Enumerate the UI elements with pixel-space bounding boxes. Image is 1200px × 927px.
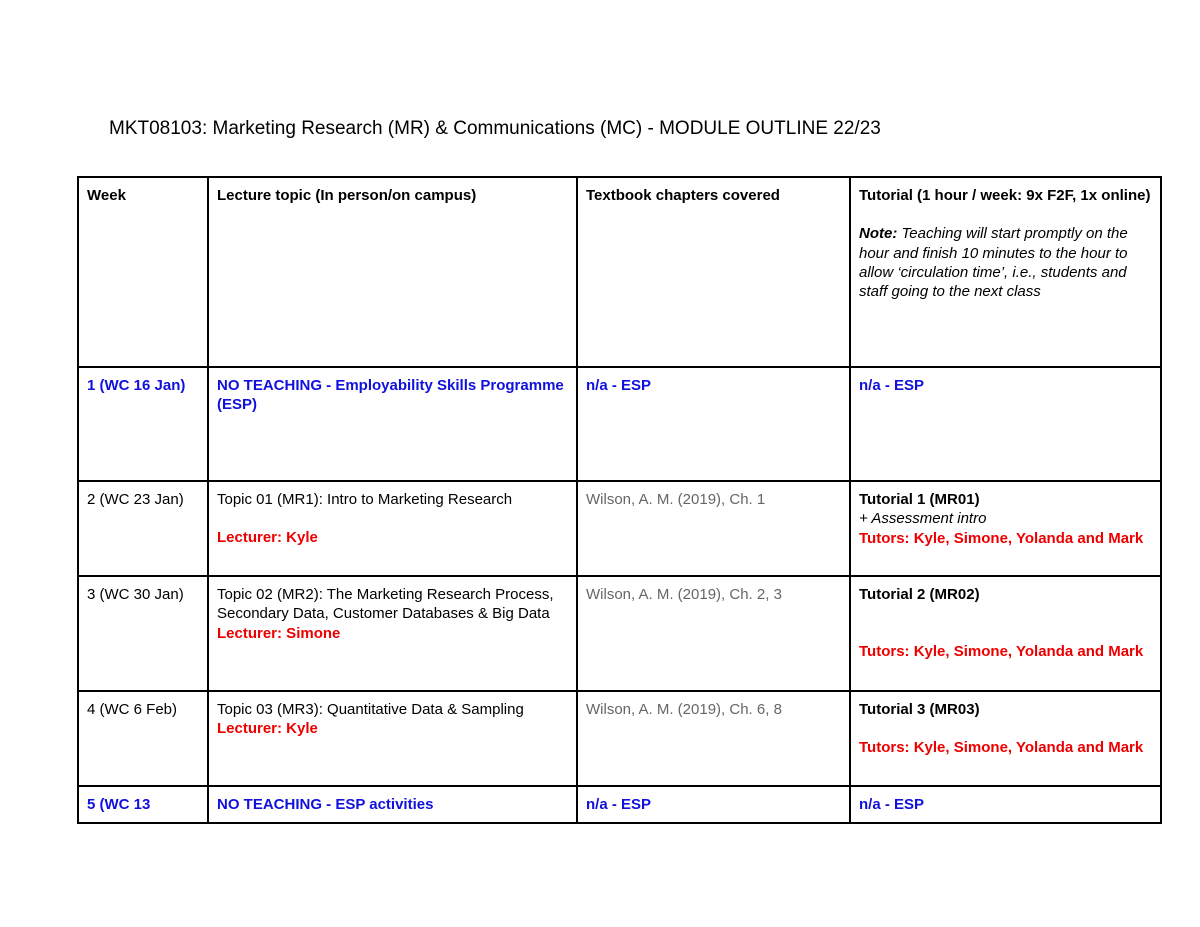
header-textbook-chapters: Textbook chapters covered — [577, 177, 850, 367]
header-tutorial-label: Tutorial (1 hour / week: 9x F2F, 1x online) — [859, 187, 1151, 204]
lecture-cell: NO TEACHING - Employability Skills Programme (ESP) — [208, 367, 577, 481]
tutors-list: Tutors: Kyle, Simone, Yolanda and Mark — [859, 739, 1144, 757]
tutors-list: Tutors: Kyle, Simone, Yolanda and Mark — [859, 643, 1144, 661]
lecturer-name: Lecturer: Simone — [217, 624, 341, 642]
page-title: MKT08103: Marketing Research (MR) & Communications (MC) - MODULE OUTLINE 22/23 — [109, 118, 881, 139]
table-header-row — [78, 177, 1161, 367]
textbook-cell: n/a - ESP — [577, 786, 850, 823]
textbook-cell: Wilson, A. M. (2019), Ch. 6, 8 — [577, 691, 850, 786]
tutorial-cell — [850, 691, 1161, 786]
table-row — [78, 481, 1161, 576]
tutorial-cell: n/a - ESP — [850, 367, 1161, 481]
table-row — [78, 576, 1161, 691]
lecture-cell: NO TEACHING - ESP activities — [208, 786, 577, 823]
module-outline-table — [77, 176, 1162, 824]
lecturer-name: Lecturer: Kyle — [217, 720, 318, 738]
lecture-topic: Topic 02 (MR2): The Marketing Research Process, Secondary Data, Customer Databases & Big Data — [217, 586, 554, 623]
teaching-note — [859, 224, 1152, 301]
week-cell: 5 (WC 13 — [78, 786, 208, 823]
lecture-topic: Topic 03 (MR3): Quantitative Data & Sampling — [217, 701, 524, 718]
table-row — [78, 786, 1161, 823]
textbook-cell: n/a - ESP — [577, 367, 850, 481]
tutors-list: Tutors: Kyle, Simone, Yolanda and Mark — [859, 529, 1144, 547]
week-cell: 3 (WC 30 Jan) — [78, 576, 208, 691]
tutorial-cell: n/a - ESP — [850, 786, 1161, 823]
tutorial-title: Tutorial 1 (MR01) — [859, 491, 980, 508]
table-row — [78, 367, 1161, 481]
table-row — [78, 691, 1161, 786]
header-lecture-topic: Lecture topic (In person/on campus) — [208, 177, 577, 367]
tutorial-title: Tutorial 3 (MR03) — [859, 701, 980, 718]
tutorial-cell — [850, 481, 1161, 576]
week-cell: 4 (WC 6 Feb) — [78, 691, 208, 786]
lecture-cell — [208, 576, 577, 691]
lecture-cell — [208, 481, 577, 576]
week-cell: 2 (WC 23 Jan) — [78, 481, 208, 576]
textbook-cell: Wilson, A. M. (2019), Ch. 1 — [577, 481, 850, 576]
tutorial-extra: + Assessment intro — [859, 510, 987, 528]
tutorial-cell — [850, 576, 1161, 691]
tutorial-title: Tutorial 2 (MR02) — [859, 586, 980, 603]
lecture-topic: Topic 01 (MR1): Intro to Marketing Research — [217, 491, 513, 508]
textbook-cell: Wilson, A. M. (2019), Ch. 2, 3 — [577, 576, 850, 691]
week-cell: 1 (WC 16 Jan) — [78, 367, 208, 481]
note-text: Teaching will start promptly on the hour and finish 10 minutes to the hour to allow ‘circulation time’, i.e., students and staff going to the next class — [859, 225, 1128, 301]
lecture-cell — [208, 691, 577, 786]
header-week: Week — [78, 177, 208, 367]
note-label: Note: — [859, 225, 898, 243]
header-tutorial — [850, 177, 1161, 367]
lecturer-name: Lecturer: Kyle — [217, 529, 318, 547]
